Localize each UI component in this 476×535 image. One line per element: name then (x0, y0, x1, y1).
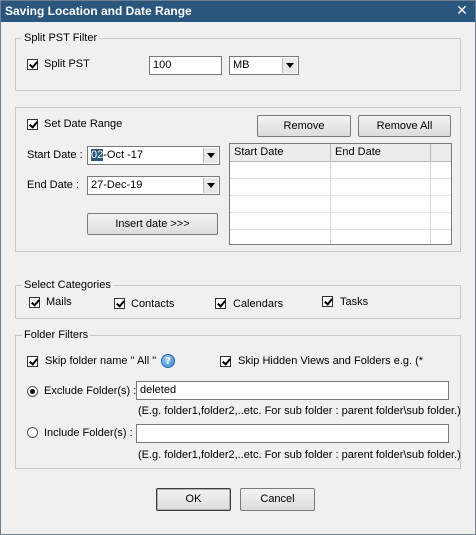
folder-filters-legend: Folder Filters (24, 329, 89, 341)
remove-all-button[interactable]: Remove All (358, 115, 451, 137)
close-icon[interactable]: ✕ (451, 3, 473, 20)
folder-filters-group (15, 329, 461, 469)
date-range-group (15, 107, 461, 252)
row-divider (230, 195, 451, 196)
date-range-table-header (230, 144, 451, 162)
split-pst-filter-group (15, 32, 461, 91)
skip-all-checkbox[interactable] (27, 356, 38, 367)
row-divider (230, 229, 451, 230)
mails-label: Mails (46, 296, 72, 308)
split-unit-value: MB (233, 59, 250, 71)
set-date-range-checkbox[interactable] (27, 119, 38, 130)
end-date-value: 27-Dec-19 (91, 179, 143, 191)
exclude-folders-hint: (E.g. folder1,folder2,..etc. For sub folder : parent folder\sub folder.) (138, 405, 461, 417)
tasks-label: Tasks (340, 296, 369, 308)
contacts-label: Contacts (131, 298, 175, 310)
set-date-range-label: Set Date Range (44, 118, 123, 130)
start-date-selected-part: 02 (91, 149, 104, 161)
chevron-down-icon[interactable] (282, 58, 297, 73)
remove-button[interactable]: Remove (257, 115, 351, 137)
title-bar (1, 1, 475, 22)
select-categories-group (15, 279, 461, 319)
split-unit-select[interactable] (229, 56, 299, 75)
help-icon[interactable]: ? (161, 354, 175, 368)
insert-date-button[interactable]: Insert date >>> (87, 213, 218, 235)
split-size-input[interactable]: 100 (149, 56, 222, 75)
date-range-table[interactable] (229, 143, 452, 245)
include-folders-radio[interactable] (27, 427, 38, 438)
start-date-label: Start Date : (27, 149, 83, 161)
end-date-picker[interactable] (87, 176, 220, 195)
split-pst-checkbox[interactable] (27, 59, 38, 70)
include-folders-hint: (E.g. folder1,folder2,..etc. For sub folder : parent folder\sub folder.) (138, 449, 461, 461)
split-pst-filter-legend: Split PST Filter (24, 32, 98, 44)
contacts-checkbox[interactable] (114, 298, 125, 309)
exclude-folders-label: Exclude Folder(s) : (44, 385, 137, 397)
tasks-checkbox[interactable] (322, 296, 333, 307)
select-categories-legend: Select Categories (24, 279, 111, 291)
start-date-rest: -Oct -17 (103, 149, 143, 161)
cancel-button[interactable]: Cancel (240, 488, 315, 511)
include-folders-label: Include Folder(s) : (44, 427, 133, 439)
end-date-label: End Date : (27, 179, 79, 191)
calendars-checkbox[interactable] (215, 298, 226, 309)
row-divider (230, 178, 451, 179)
mails-checkbox[interactable] (29, 297, 40, 308)
include-folders-input[interactable] (136, 424, 449, 443)
chevron-down-icon[interactable] (203, 148, 218, 163)
column-header-start-date[interactable]: Start Date (230, 144, 331, 161)
row-divider (230, 212, 451, 213)
skip-hidden-checkbox[interactable] (220, 356, 231, 367)
chevron-down-icon[interactable] (203, 178, 218, 193)
column-divider (330, 161, 331, 244)
start-date-picker[interactable] (87, 146, 220, 165)
calendars-label: Calendars (233, 298, 284, 310)
ok-button[interactable]: OK (156, 488, 231, 511)
column-header-end-date[interactable]: End Date (331, 144, 431, 161)
exclude-folders-radio[interactable] (27, 386, 38, 397)
column-divider (430, 161, 431, 244)
skip-hidden-label: Skip Hidden Views and Folders e.g. (* (238, 355, 424, 367)
exclude-folders-input[interactable]: deleted (136, 381, 449, 400)
skip-all-label: Skip folder name " All " (45, 355, 157, 367)
window-title: Saving Location and Date Range (5, 4, 192, 18)
split-pst-label: Split PST (44, 58, 90, 70)
